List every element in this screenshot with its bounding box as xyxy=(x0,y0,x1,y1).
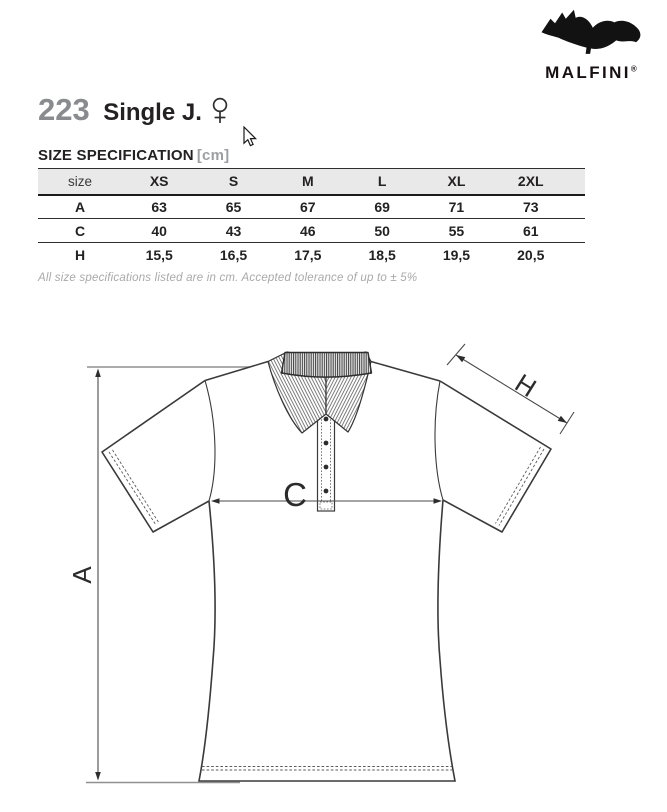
cell-H-m: 17,5 xyxy=(294,246,322,263)
mouse-cursor xyxy=(243,126,258,148)
cell-A-s: 65 xyxy=(225,198,242,215)
cell-C-s: 43 xyxy=(225,222,242,239)
button xyxy=(324,441,329,446)
product-title xyxy=(38,92,230,128)
cell-C-2xl: 61 xyxy=(522,222,539,239)
cell-H-l: 18,5 xyxy=(368,246,396,263)
button xyxy=(324,417,329,422)
cell-A-m: 67 xyxy=(300,198,316,215)
product-code: 223 xyxy=(38,92,90,127)
col-s: S xyxy=(228,173,239,190)
row-label-H: H xyxy=(74,246,86,263)
brand-name: MALFINI® xyxy=(545,63,637,82)
section-unit: [cm] xyxy=(196,147,230,164)
dimension-c-label: C xyxy=(283,476,307,513)
spacer-cell xyxy=(568,169,585,195)
table-row-A xyxy=(38,195,585,219)
button-placket xyxy=(318,413,335,511)
spacer-cell xyxy=(568,243,585,267)
cell-H-xs: 15,5 xyxy=(145,246,173,263)
row-label-A: A xyxy=(74,198,86,215)
spacer-cell xyxy=(568,219,585,243)
cell-C-l: 50 xyxy=(374,222,390,239)
button xyxy=(324,465,329,470)
tolerance-note: All size specifications listed are in cm. Accepted tolerance of up to ± 5% xyxy=(38,272,418,284)
cell-C-m: 46 xyxy=(300,222,316,239)
cell-C-xs: 40 xyxy=(151,222,167,239)
cell-C-xl: 55 xyxy=(448,222,465,239)
polo-shirt-technical-drawing xyxy=(0,330,667,812)
cell-H-xl: 19,5 xyxy=(442,246,471,263)
col-2xl: 2XL xyxy=(517,173,544,190)
dimension-h-label: H xyxy=(509,367,542,404)
table-row-H xyxy=(38,243,585,267)
col-l: L xyxy=(377,173,387,190)
table-row-C xyxy=(38,219,585,243)
row-label-C: C xyxy=(74,222,86,239)
brand-block xyxy=(530,8,652,83)
table-header-row xyxy=(38,169,585,195)
cell-A-xs: 63 xyxy=(151,198,167,215)
section-title: SIZE SPECIFICATION [cm] xyxy=(38,147,230,164)
registered-mark: ® xyxy=(630,64,637,74)
cell-H-s: 16,5 xyxy=(219,246,248,263)
button xyxy=(324,489,329,494)
dimension-a-label: A xyxy=(67,566,97,584)
cell-H-2xl: 20,5 xyxy=(517,246,545,263)
col-m: M xyxy=(301,173,314,190)
spacer-cell xyxy=(568,195,585,219)
col-xl: XL xyxy=(447,173,466,190)
col-xs: XS xyxy=(149,173,169,190)
female-symbol-icon xyxy=(210,97,230,124)
cell-A-2xl: 73 xyxy=(522,198,539,215)
cell-A-l: 69 xyxy=(374,198,390,215)
cell-A-xl: 71 xyxy=(448,198,465,215)
product-name: Single J. xyxy=(103,99,202,126)
malfini-bird-logo-icon xyxy=(537,8,645,62)
size-table xyxy=(38,168,585,267)
col-size: size xyxy=(68,173,93,189)
